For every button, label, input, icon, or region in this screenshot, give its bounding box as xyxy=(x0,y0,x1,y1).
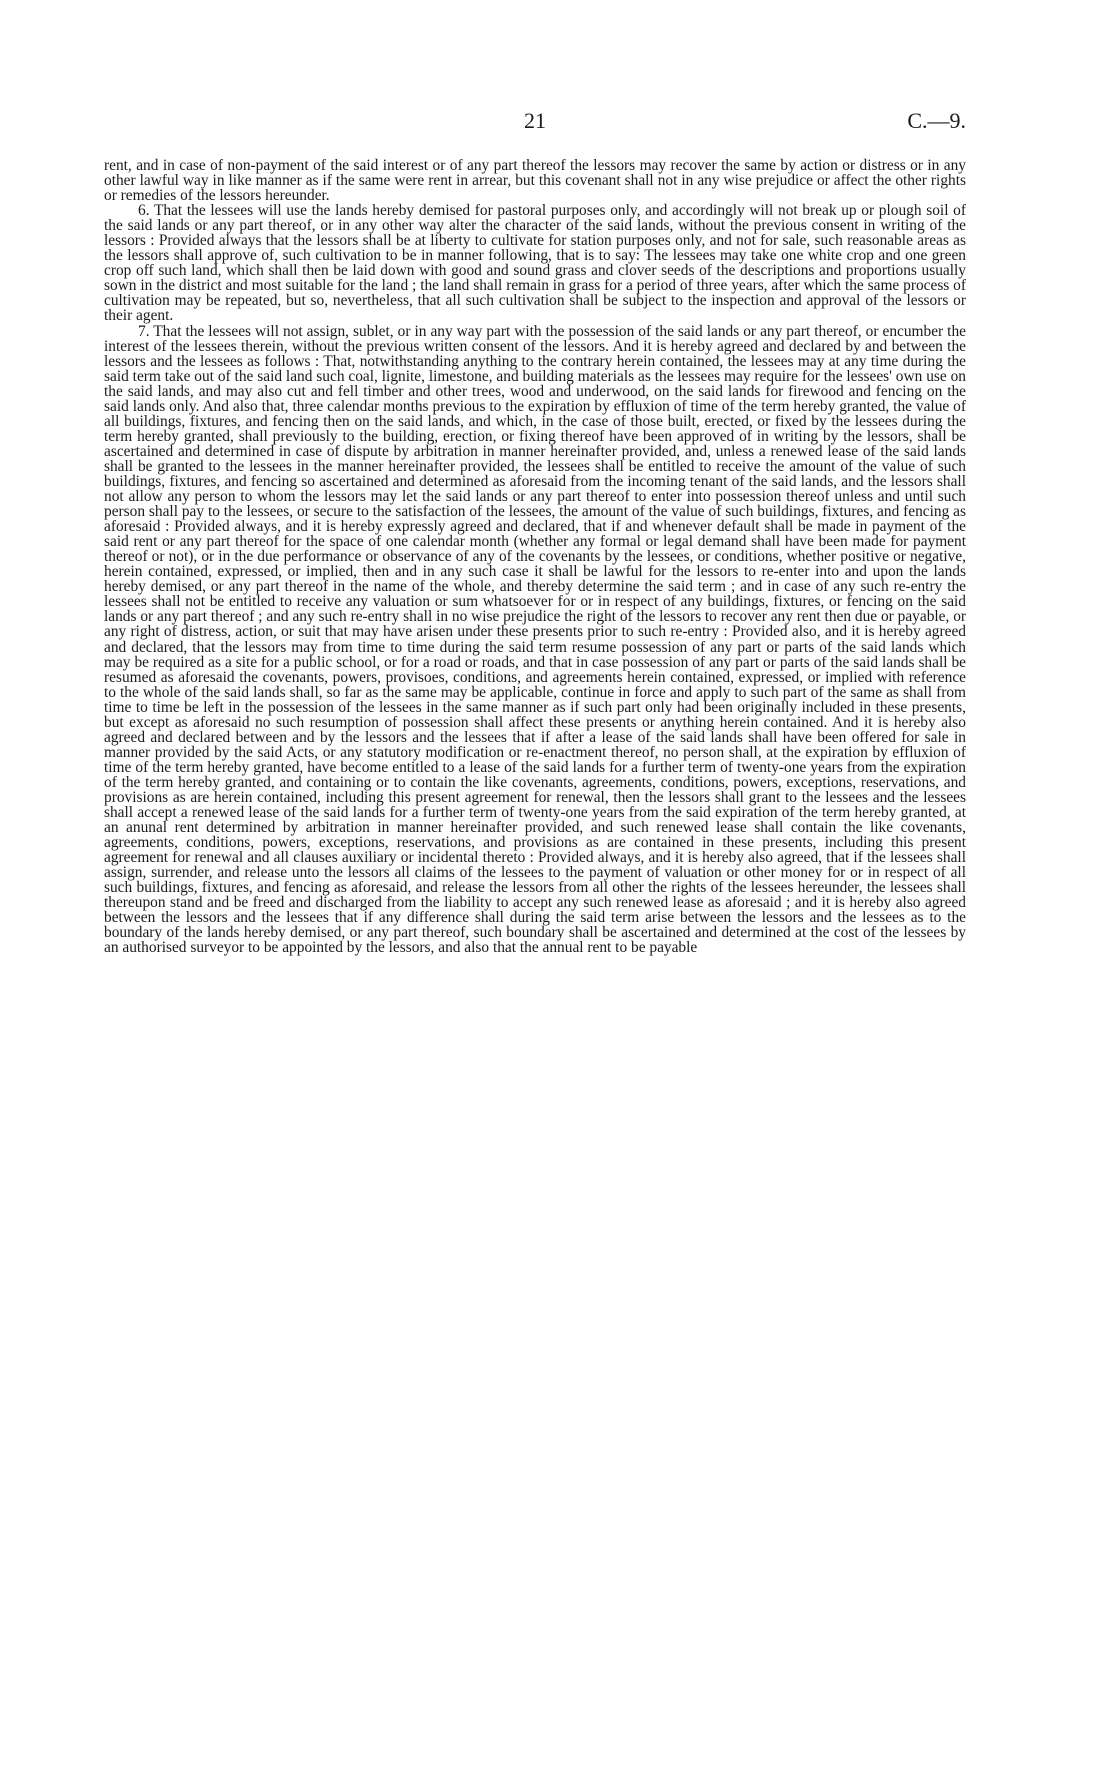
document-body xyxy=(104,158,966,955)
paragraph-continuation: rent, and in case of non-payment of the said interest or of any part thereof the lessors may recover the same by action or distress or in any other lawful way in like manner as if the same were rent in arrear, but this covenant shall not in any wise prejudice or affect the other rights or remedies of the lessors hereunder. xyxy=(104,157,966,205)
paragraph-clause-6: 6. That the lessees will use the lands hereby demised for pastoral purposes only, and accordingly will not break up or plough soil of the said lands or any part thereof, or in any other way alter the character of the said lands, without the previous consent in writing of the lessors : Provided always that the lessors shall be at liberty to cultivate for station purposes only, and not for sale, such reasonable areas as the lessors shall approve of, such cultivation to be in manner following, that is to say: The lessees may take one white crop and one green crop off such land, which shall then be laid down with good and sound grass and clover seeds of the descriptions and proportions usually sown in the district and most suitable for the land ; the land shall remain in grass for a period of three years, after which the same process of cultivation may be repeated, but so, nevertheless, that all such cultivation shall be subject to the inspection and approval of the lessors or their agent. xyxy=(104,202,966,325)
paragraph-clause-7: 7. That the lessees will not assign, sublet, or in any way part with the possession of the said lands or any part thereof, or encumber the interest of the lessees therein, without the previous written consent of the lessors. And it is hereby agreed and declared by and between the lessors and the lessees as follows : That, notwithstanding anything to the contrary herein contained, the lessees may at any time during the said term take out of the said land such coal, lignite, limestone, and building materials as the lessees may require for the lessees' own use on the said lands, and may also cut and fell timber and other trees, wood and underwood, on the said lands for firewood and fencing on the said lands only. And also that, three calendar months previous to the expiration by effluxion of time of the term hereby granted, the value of all buildings, fixtures, and fencing then on the said lands, and which, in the case of those built, erected, or fixed by the lessees during the term hereby granted, shall previously to the building, erection, or fixing thereof have been approved of in writing by the lessors, shall be ascertained and determined in case of dispute by arbitration in manner hereinafter provided, and, unless a renewed lease of the said lands shall be granted to the lessees in the manner hereinafter provided, the lessees shall be entitled to receive the amount of the value of such buildings, fixtures, and fencing so ascertained and determined as aforesaid from the incoming tenant of the said lands, and the lessors shall not allow any person to whom the lessors may let the said lands or any part thereof to enter into possession thereof unless and until such person shall pay to the lessees, or secure to the satisfaction of the lessees, the amount of the value of such buildings, fixtures, and fencing as aforesaid : Provided always, and it is hereby expressly agreed and declared, that if and whenever default shall be made in payment of the said rent or any part thereof for the space of one calendar month (whether any formal or legal demand shall have been made for payment thereof or not), or in the due performance or observance of any of the covenants by the lessees, or conditions, whether positive or negative, herein contained, expressed, or implied, then and in any such case it shall be lawful for the lessors to re-enter into and upon the lands hereby demised, or any part thereof in the name of the whole, and thereby determine the said term ; and in case of any such re-entry the lessees shall not be entitled to receive any valuation or sum whatsoever for or in respect of any buildings, fixtures, or fencing on the said lands or any part thereof ; and any such re-entry shall in no wise prejudice the right of the lessors to recover any rent then due or payable, or any right of distress, action, or suit that may have arisen under these presents prior to such re-entry : Provided also, and it is hereby agreed and declared, that the lessors may from time to time during the said term resume possession of any part or parts of the said lands which may be required as a site for a public school, or for a road or roads, and that in case possession of any part or parts of the said lands shall be resumed as aforesaid the covenants, powers, provisoes, conditions, and agreements herein contained, expressed, or implied with reference to the whole of the said lands shall, so far as the same may be applicable, continue in force and apply to such part of the same as shall from time to time be left in the possession of the lessees in the same manner as if such part only had been originally included in these presents, but except as aforesaid no such resumption of possession shall affect these presents or anything herein contained. And it is hereby also agreed and declared between and by the lessors and the lessees that if after a lease of the said lands shall have been offered for sale in manner provided by the said Acts, or any statutory modification or re-enactment thereof, no person shall, at the expiration by effluxion of time of the term hereby granted, have become entitled to a lease of the said lands for a further term of twenty-one years from the expiration of the term hereby granted, and containing or to contain the like covenants, agreements, conditions, powers, exceptions, reservations, and provisions as are herein contained, including this present agreement for renewal, then the lessors shall grant to the lessees and the lessees shall accept a renewed lease of the said lands for a further term of twenty-one years from the said expiration of the term hereby granted, at an anunal rent determined by arbitration in manner hereinafter provided, and such renewed lease shall contain the like covenants, agreements, conditions, powers, exceptions, reservations, and provisions as are contained in these presents, including this present agreement for renewal and all clauses auxiliary or incidental thereto : Provided always, and it is hereby also agreed, that if the lessees shall assign, surrender, and release unto the lessors all claims of the lessees to the payment of valuation or other money for or in respect of all such buildings, fixtures, and fencing as aforesaid, and release the lessors from all other the rights of the lessees hereunder, the lessees shall thereupon stand and be freed and discharged from the liability to accept any such renewed lease as aforesaid ; and it is hereby also agreed between the lessors and the lessees that if any difference shall during the said term arise between the lessors and the lessees as to the boundary of the lands hereby demised, or any part thereof, such boundary shall be ascertained and determined at the cost of the lessees by an authorised surveyor to be appointed by the lessors, and also that the annual rent to be payable xyxy=(104,322,967,957)
page-header xyxy=(104,108,966,138)
document-code: C.—9. xyxy=(907,108,966,133)
page-number: 21 xyxy=(524,108,546,133)
